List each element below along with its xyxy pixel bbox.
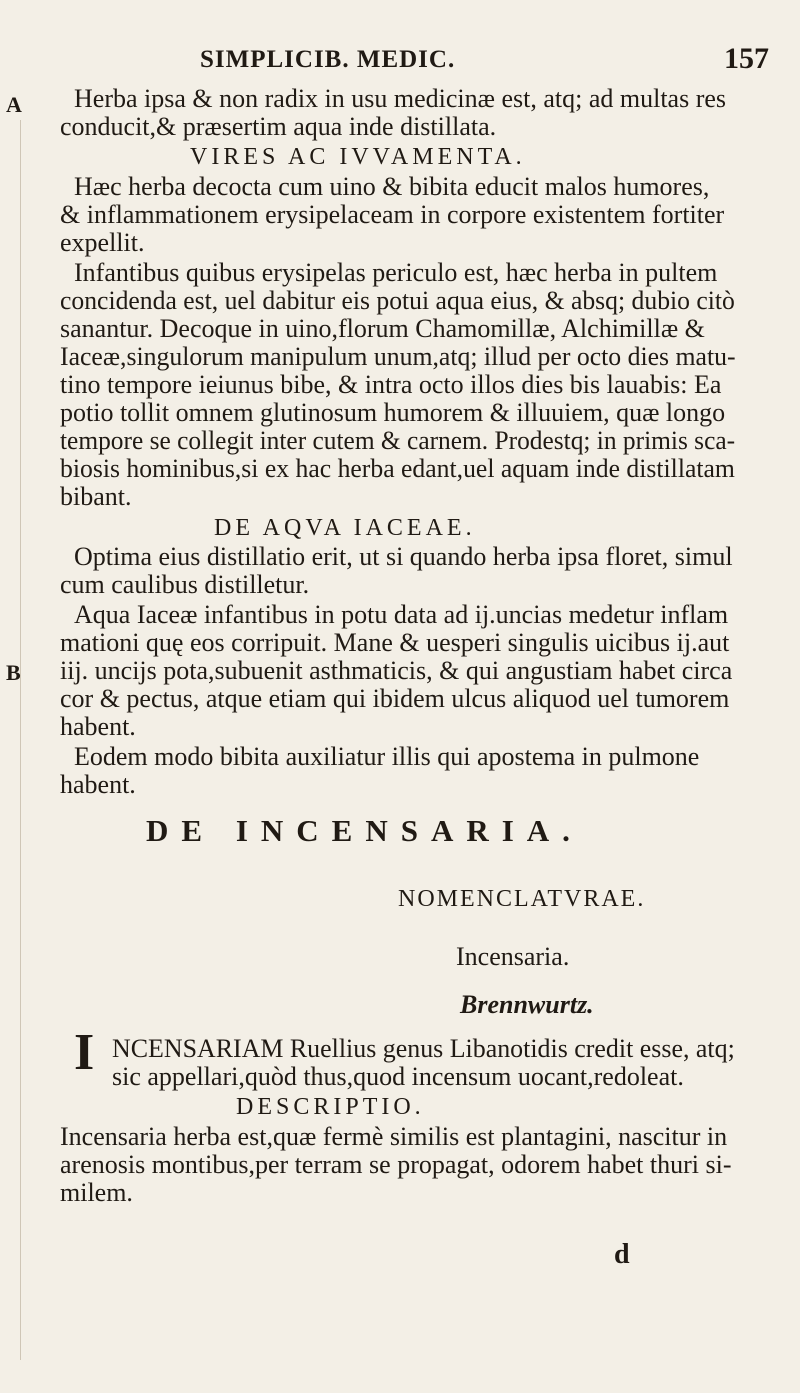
text-line: cor & pectus, atque etiam qui ibidem ulcus aliquod uel tumorem xyxy=(60,684,730,713)
text-line: habent. xyxy=(60,712,136,741)
margin-letter-b: B xyxy=(6,660,21,685)
text-line: iij. uncijs pota,subuenit asthmaticis, & qui angustiam habet circa xyxy=(60,656,733,685)
text-line: sanantur. Decoque in uino,florum Chamomillæ, Alchimillæ & xyxy=(60,314,705,343)
nomenclature-heading: NOMENCLATVRAE. xyxy=(398,886,646,912)
text-line: Optima eius distillatio erit, ut si quando herba ipsa floret, simul xyxy=(74,542,733,571)
text-line: biosis hominibus,si ex hac herba edant,uel aquam inde distillatam xyxy=(60,454,735,483)
heading-de-aqua-iaceae: DE AQVA IACEAE. xyxy=(214,515,476,541)
text-line: arenosis montibus,per terram se propagat, odorem habet thuri si- xyxy=(60,1150,732,1179)
text-line: Iaceæ,singulorum manipulum unum,atq; illud per octo dies matu- xyxy=(60,342,736,371)
text-line: sic appellari,quòd thus,quod incensum uocant,redoleat. xyxy=(112,1062,684,1091)
text-line: tempore se collegit inter cutem & carnem. Prodestq; in primis sca- xyxy=(60,426,736,455)
text-line: Infantibus quibus erysipelas periculo est, hæc herba in pultem xyxy=(74,258,718,287)
drop-cap: I xyxy=(74,1024,95,1081)
german-plant-name: Brennwurtz. xyxy=(460,990,594,1019)
text-line: mationi quę eos corripuit. Mane & uesperi singulis uicibus ij.aut xyxy=(60,628,730,657)
text-line: milem. xyxy=(60,1178,133,1207)
page-edge-rule xyxy=(20,120,21,1360)
running-title: SIMPLICIB. MEDIC. xyxy=(200,46,456,73)
text-line: bibant. xyxy=(60,482,132,511)
heading-descriptio: DESCRIPTIO. xyxy=(236,1094,425,1120)
text-line: Herba ipsa & non radix in usu medicinæ est, atq; ad multas res xyxy=(74,84,727,113)
text-line: Hæc herba decocta cum uino & bibita educit malos humores, xyxy=(74,172,710,201)
text-line: Eodem modo bibita auxiliatur illis qui apostema in pulmone xyxy=(74,742,700,771)
text-line: concidenda est, uel dabitur eis potui aqua eius, & absq; dubio citò xyxy=(60,286,735,315)
text-line: expellit. xyxy=(60,228,145,257)
page-number: 157 xyxy=(724,42,769,75)
text-line: & inflammationem erysipelaceam in corpore existentem fortiter xyxy=(60,200,725,229)
text-line: habent. xyxy=(60,770,136,799)
text-line: cum caulibus distilletur. xyxy=(60,570,310,599)
section-title: DE INCENSARIA. xyxy=(146,813,583,848)
heading-vires: VIRES AC IVVAMENTA. xyxy=(190,144,526,170)
text-line: Aqua Iaceæ infantibus in potu data ad ij.uncias medetur inflam xyxy=(74,600,729,629)
text-line: NCENSARIAM Ruellius genus Libanotidis credit esse, atq; xyxy=(112,1034,735,1063)
signature-mark: d xyxy=(614,1239,630,1270)
text-line: potio tollit omnem glutinosum humorem & illuuiem, quæ longo xyxy=(60,398,726,427)
text-line: conducit,& præsertim aqua inde distillata. xyxy=(60,112,497,141)
text-line: Incensaria herba est,quæ fermè similis est plantagini, nascitur in xyxy=(60,1122,728,1151)
margin-letter-a: A xyxy=(6,92,22,117)
latin-plant-name: Incensaria. xyxy=(456,942,570,971)
text-line: tino tempore ieiunus bibe, & intra octo illos dies bis lauabis: Ea xyxy=(60,370,722,399)
